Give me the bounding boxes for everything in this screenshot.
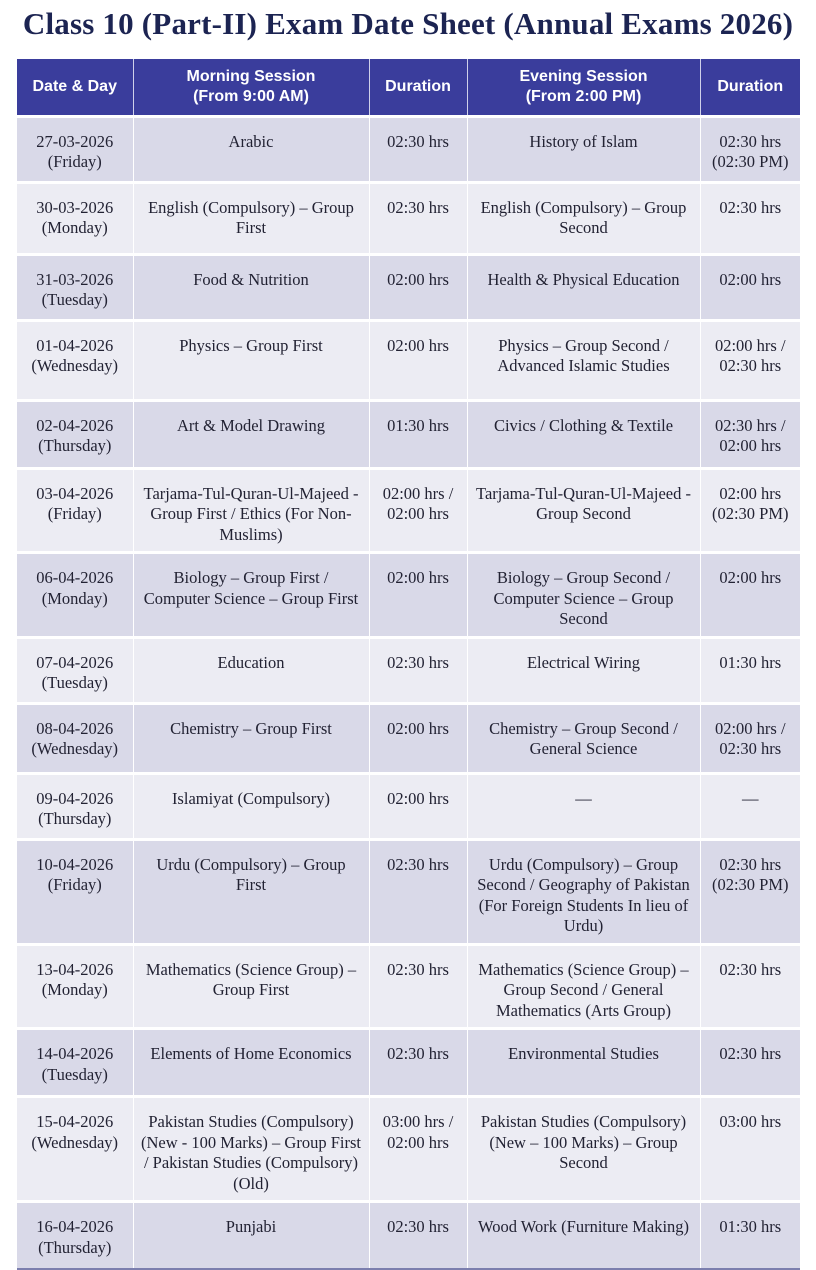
header-morning-title: Morning Session: [186, 67, 316, 85]
evening-subject-cell: Wood Work (Furniture Making): [467, 1202, 700, 1268]
exam-date: 27-03-2026: [36, 131, 114, 151]
evening-subject-cell: Pakistan Studies (Compulsory) (New – 100 Marks) – Group Second: [467, 1097, 700, 1202]
evening-duration-cell: 02:00 hrs (02:30 PM): [700, 468, 800, 553]
morning-subject-cell: Education: [133, 637, 369, 703]
date-day-cell: [17, 116, 133, 182]
evening-duration-cell: 02:30 hrs: [700, 1029, 800, 1097]
date-day-cell: [17, 839, 133, 944]
date-day-cell: [17, 944, 133, 1029]
morning-duration-cell: 02:00 hrs: [369, 320, 467, 400]
evening-duration-cell: 01:30 hrs: [700, 637, 800, 703]
date-day-cell: [17, 182, 133, 254]
header-morning-duration: Duration: [369, 59, 467, 116]
exam-day: (Thursday): [38, 809, 112, 828]
exam-day: (Tuesday): [41, 673, 108, 692]
evening-subject-cell: Electrical Wiring: [467, 637, 700, 703]
evening-subject-cell: English (Compulsory) – Group Second: [467, 182, 700, 254]
morning-duration-cell: 02:00 hrs / 02:00 hrs: [369, 468, 467, 553]
evening-duration-cell: 02:00 hrs / 02:30 hrs: [700, 320, 800, 400]
morning-duration-cell: 02:30 hrs: [369, 182, 467, 254]
exam-date: 31-03-2026: [36, 269, 114, 289]
table-row: [17, 773, 800, 839]
exam-day: (Wednesday): [31, 356, 119, 375]
exam-date: 13-04-2026: [36, 959, 114, 979]
morning-duration-cell: 02:30 hrs: [369, 944, 467, 1029]
evening-subject-cell: Chemistry – Group Second / General Science: [467, 703, 700, 773]
morning-duration-cell: 02:00 hrs: [369, 773, 467, 839]
date-day-cell: [17, 1029, 133, 1097]
exam-day: (Friday): [47, 504, 102, 523]
table-row: [17, 116, 800, 182]
table-row: [17, 1202, 800, 1268]
exam-day: (Monday): [41, 980, 108, 999]
exam-day: (Friday): [47, 875, 102, 894]
table-row: [17, 553, 800, 638]
header-evening-title: Evening Session: [519, 67, 648, 85]
exam-day: (Monday): [41, 218, 108, 237]
table-row: [17, 254, 800, 320]
exam-day: (Friday): [47, 152, 102, 171]
table-row: [17, 1097, 800, 1202]
evening-subject-cell: Physics – Group Second / Advanced Islamic Studies: [467, 320, 700, 400]
table-row: [17, 839, 800, 944]
morning-duration-cell: 02:30 hrs: [369, 1202, 467, 1268]
morning-duration-cell: 02:30 hrs: [369, 1029, 467, 1097]
morning-duration-cell: 03:00 hrs / 02:00 hrs: [369, 1097, 467, 1202]
evening-duration-cell: 02:30 hrs: [700, 944, 800, 1029]
evening-subject-cell: Biology – Group Second / Computer Science – Group Second: [467, 553, 700, 638]
morning-duration-cell: 02:00 hrs: [369, 254, 467, 320]
table-row: [17, 1029, 800, 1097]
exam-date: 10-04-2026: [36, 854, 114, 874]
morning-subject-cell: Art & Model Drawing: [133, 400, 369, 468]
date-day-cell: [17, 703, 133, 773]
header-evening-time: (From 2:00 PM): [525, 87, 642, 105]
morning-subject-cell: Punjabi: [133, 1202, 369, 1268]
exam-date: 30-03-2026: [36, 197, 114, 217]
exam-day: (Thursday): [38, 436, 112, 455]
morning-subject-cell: Arabic: [133, 116, 369, 182]
morning-subject-cell: Pakistan Studies (Compulsory) (New - 100 Marks) – Group First / Pakistan Studies (Compulsory) (Old): [133, 1097, 369, 1202]
header-morning-session: [133, 59, 369, 116]
morning-subject-cell: Tarjama-Tul-Quran-Ul-Majeed - Group First / Ethics (For Non-Muslims): [133, 468, 369, 553]
evening-duration-cell: 02:30 hrs (02:30 PM): [700, 116, 800, 182]
date-day-cell: [17, 254, 133, 320]
table-row: [17, 703, 800, 773]
exam-day: (Wednesday): [31, 739, 119, 758]
table-row: [17, 320, 800, 400]
exam-day: (Tuesday): [41, 290, 108, 309]
morning-subject-cell: Food & Nutrition: [133, 254, 369, 320]
table-header-row: [17, 59, 800, 116]
exam-day: (Tuesday): [41, 1064, 108, 1084]
morning-duration-cell: 02:30 hrs: [369, 116, 467, 182]
evening-duration-cell: 02:30 hrs (02:30 PM): [700, 839, 800, 944]
evening-duration-cell: 02:30 hrs: [700, 182, 800, 254]
evening-duration-cell: 01:30 hrs: [700, 1202, 800, 1268]
morning-duration-cell: 02:00 hrs: [369, 553, 467, 638]
exam-date: 09-04-2026: [36, 788, 114, 808]
morning-subject-cell: Biology – Group First / Computer Science – Group First: [133, 553, 369, 638]
date-day-cell: [17, 468, 133, 553]
morning-subject-cell: Physics – Group First: [133, 320, 369, 400]
exam-date: 16-04-2026: [36, 1217, 114, 1236]
evening-subject-cell: Urdu (Compulsory) – Group Second / Geography of Pakistan (For Foreign Students In lieu of Urdu): [467, 839, 700, 944]
date-day-cell: [17, 1097, 133, 1202]
morning-subject-cell: Urdu (Compulsory) – Group First: [133, 839, 369, 944]
morning-subject-cell: English (Compulsory) – Group First: [133, 182, 369, 254]
exam-date: 02-04-2026: [36, 415, 114, 435]
table-row: [17, 468, 800, 553]
morning-subject-cell: Elements of Home Economics: [133, 1029, 369, 1097]
morning-duration-cell: 01:30 hrs: [369, 400, 467, 468]
exam-date: 14-04-2026: [36, 1044, 114, 1063]
morning-subject-cell: Chemistry – Group First: [133, 703, 369, 773]
evening-subject-cell: Tarjama-Tul-Quran-Ul-Majeed - Group Second: [467, 468, 700, 553]
morning-duration-cell: 02:30 hrs: [369, 637, 467, 703]
date-day-cell: [17, 320, 133, 400]
evening-duration-cell: 02:00 hrs: [700, 553, 800, 638]
evening-duration-cell: 03:00 hrs: [700, 1097, 800, 1202]
table-row: [17, 944, 800, 1029]
table-row: [17, 637, 800, 703]
evening-duration-cell: 02:00 hrs: [700, 254, 800, 320]
header-date-day: Date & Day: [17, 59, 133, 116]
header-morning-time: (From 9:00 AM): [193, 87, 309, 105]
header-evening-duration: Duration: [700, 59, 800, 116]
table-row: [17, 400, 800, 468]
evening-subject-cell: Environmental Studies: [467, 1029, 700, 1097]
evening-duration-cell: 02:30 hrs / 02:00 hrs: [700, 400, 800, 468]
exam-day: (Thursday): [38, 1237, 112, 1257]
morning-subject-cell: Islamiyat (Compulsory): [133, 773, 369, 839]
exam-date: 07-04-2026: [36, 652, 114, 672]
date-day-cell: [17, 553, 133, 638]
header-evening-session: [467, 59, 700, 116]
date-day-cell: [17, 637, 133, 703]
exam-day: (Wednesday): [31, 1132, 119, 1152]
date-sheet-table: [17, 59, 800, 1268]
evening-duration-cell: —: [700, 773, 800, 839]
exam-date: 08-04-2026: [36, 718, 114, 738]
evening-duration-cell: 02:00 hrs / 02:30 hrs: [700, 703, 800, 773]
exam-date: 01-04-2026: [36, 335, 114, 355]
evening-subject-cell: Health & Physical Education: [467, 254, 700, 320]
exam-date: 06-04-2026: [36, 568, 114, 587]
page-title: Class 10 (Part-II) Exam Date Sheet (Annual Exams 2026): [22, 6, 794, 41]
date-day-cell: [17, 773, 133, 839]
exam-date: 15-04-2026: [36, 1112, 114, 1131]
morning-duration-cell: 02:00 hrs: [369, 703, 467, 773]
date-day-cell: [17, 1202, 133, 1268]
evening-subject-cell: Mathematics (Science Group) – Group Second / General Mathematics (Arts Group): [467, 944, 700, 1029]
exam-day: (Monday): [41, 588, 108, 608]
evening-subject-cell: History of Islam: [467, 116, 700, 182]
evening-subject-cell: —: [467, 773, 700, 839]
table-row: [17, 182, 800, 254]
evening-subject-cell: Civics / Clothing & Textile: [467, 400, 700, 468]
morning-subject-cell: Mathematics (Science Group) – Group First: [133, 944, 369, 1029]
date-day-cell: [17, 400, 133, 468]
exam-date: 03-04-2026: [36, 483, 114, 503]
morning-duration-cell: 02:30 hrs: [369, 839, 467, 944]
